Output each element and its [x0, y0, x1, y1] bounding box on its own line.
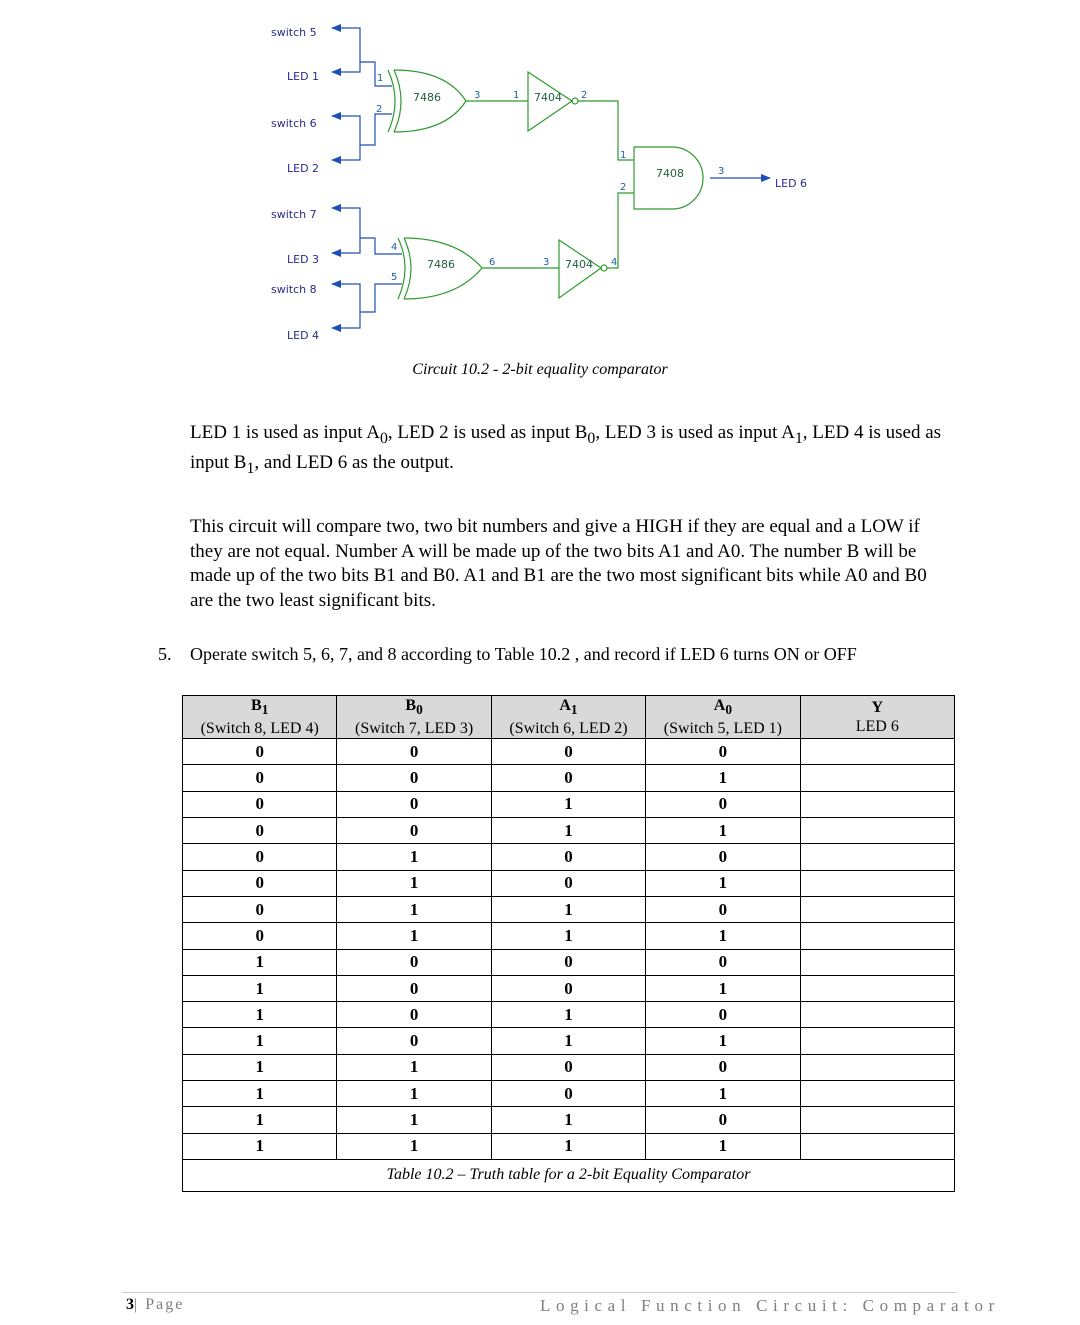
step-5 [158, 644, 857, 665]
pin-label: 3 [474, 90, 481, 101]
table-cell: 1 [337, 896, 491, 922]
table-cell: 1 [491, 1028, 645, 1054]
label-led-6: LED 6 [775, 177, 808, 190]
table-cell: 1 [646, 870, 800, 896]
pin-label: 2 [376, 104, 383, 115]
table-row [183, 923, 955, 949]
table-row [183, 1028, 955, 1054]
table-cell: 1 [646, 765, 800, 791]
table-cell: 0 [337, 818, 491, 844]
table-cell: 0 [337, 1002, 491, 1028]
pin-label: 3 [543, 257, 550, 268]
para-text: , and LED 6 as the output. [254, 452, 454, 474]
header-b1: $B_1$ (Switch 8, LED 4) [183, 696, 337, 739]
table-cell: 0 [491, 765, 645, 791]
step-number: 5. [158, 644, 172, 664]
wire-switch-6 [332, 116, 360, 145]
para-subscript: 1 [246, 460, 255, 478]
para-text: , LED 2 is used as input B [387, 422, 588, 443]
table-row [183, 765, 955, 791]
wire-top-xor-in2 [360, 114, 392, 145]
table-cell [800, 1081, 954, 1107]
footer-page [126, 1296, 184, 1314]
table-cell: 1 [183, 1081, 337, 1107]
table-row [183, 791, 955, 817]
table-cell [800, 818, 954, 844]
wire-led-1 [332, 62, 360, 72]
table-row [183, 844, 955, 870]
pin-label: 1 [513, 90, 520, 101]
wire-top-xor-in1 [360, 62, 392, 86]
table-cell: 0 [491, 975, 645, 1001]
table-cell: 0 [183, 739, 337, 765]
table-cell [800, 1133, 954, 1159]
pin-label: 3 [718, 166, 725, 177]
table-cell: 0 [491, 1054, 645, 1080]
table-row [183, 975, 955, 1001]
table-cell: 0 [491, 739, 645, 765]
table-row [183, 896, 955, 922]
wire-led-4 [332, 312, 360, 328]
label-switch-5: switch 5 [271, 26, 317, 39]
table-cell: 0 [491, 844, 645, 870]
chip-label-xor-top: 7486 [413, 91, 441, 104]
pin-label: 1 [620, 150, 627, 161]
chip-label-not-bottom: 7404 [565, 258, 593, 271]
table-cell: 0 [337, 1028, 491, 1054]
wire-led-2 [332, 145, 360, 160]
table-cell: 0 [646, 1054, 800, 1080]
table-cell: 1 [646, 1028, 800, 1054]
footer-title: Logical Function Circuit: Comparator [540, 1296, 1000, 1315]
led-input-paragraph [190, 421, 950, 482]
pin-label: 6 [489, 257, 496, 268]
table-cell: 0 [491, 870, 645, 896]
page-number: 3 [126, 1296, 134, 1313]
footer-divider [122, 1292, 957, 1293]
table-cell: 1 [491, 1133, 645, 1159]
table-cell: 0 [183, 870, 337, 896]
table-cell [800, 949, 954, 975]
page-label: | Page [134, 1296, 185, 1313]
table-cell: 1 [646, 975, 800, 1001]
pin-label: 2 [620, 182, 627, 193]
table-cell: 1 [491, 791, 645, 817]
table-cell [800, 739, 954, 765]
table-cell: 0 [337, 949, 491, 975]
label-switch-8: switch 8 [271, 283, 317, 296]
pin-label: 4 [391, 242, 398, 253]
label-led-4: LED 4 [287, 329, 320, 342]
table-cell: 1 [646, 923, 800, 949]
table-cell: 0 [183, 844, 337, 870]
table-cell: 1 [337, 1054, 491, 1080]
table-row [183, 739, 955, 765]
table-row [183, 870, 955, 896]
table-cell: 0 [646, 844, 800, 870]
table-cell [800, 1054, 954, 1080]
table-cell: 0 [646, 791, 800, 817]
table-caption-row [183, 1159, 955, 1191]
table-header-row [183, 696, 955, 739]
table-caption: Table 10.2 – Truth table for a 2-bit Equality Comparator [183, 1159, 955, 1191]
circuit-caption: Circuit 10.2 - 2-bit equality comparator [412, 361, 668, 378]
table-cell: 0 [183, 791, 337, 817]
para-subscript: 0 [587, 429, 596, 447]
table-row [183, 1107, 955, 1133]
table-cell: 1 [337, 923, 491, 949]
table-cell [800, 896, 954, 922]
table-cell: 1 [491, 923, 645, 949]
label-switch-6: switch 6 [271, 117, 317, 130]
table-cell: 0 [337, 791, 491, 817]
header-b0: $B_0$ (Switch 7, LED 3) [337, 696, 491, 739]
table-cell: 1 [491, 896, 645, 922]
table-row [183, 1081, 955, 1107]
table-cell: 1 [183, 1028, 337, 1054]
label-led-1: LED 1 [287, 70, 320, 83]
table-cell: 0 [337, 765, 491, 791]
label-led-3: LED 3 [287, 253, 320, 266]
table-cell [800, 1002, 954, 1028]
wire-bot-xor-in2 [360, 284, 402, 312]
table-cell: 0 [337, 975, 491, 1001]
table-cell: 1 [646, 1133, 800, 1159]
truth-table [182, 695, 955, 1192]
table-cell: 1 [337, 870, 491, 896]
table-cell: 1 [491, 818, 645, 844]
table-cell: 0 [646, 1107, 800, 1133]
wire-switch-7 [332, 208, 360, 238]
table-cell: 0 [491, 949, 645, 975]
para-text: , LED 3 is used as input A [595, 422, 795, 443]
table-cell [800, 870, 954, 896]
table-cell: 0 [183, 896, 337, 922]
table-cell: 0 [183, 818, 337, 844]
table-cell [800, 1107, 954, 1133]
table-row [183, 949, 955, 975]
table-cell: 0 [646, 739, 800, 765]
wire-switch-5 [332, 28, 360, 62]
table-cell: 0 [183, 923, 337, 949]
table-cell [800, 791, 954, 817]
table-cell [800, 1028, 954, 1054]
table-cell [800, 765, 954, 791]
table-cell [800, 975, 954, 1001]
table-cell: 1 [491, 1107, 645, 1133]
pin-label: 1 [377, 73, 384, 84]
table-row [183, 1054, 955, 1080]
chip-label-and: 7408 [656, 167, 684, 180]
table-cell: 1 [183, 1002, 337, 1028]
table-cell: 1 [337, 1107, 491, 1133]
table-cell: 1 [183, 949, 337, 975]
pin-label: 2 [581, 90, 588, 101]
table-cell: 0 [183, 765, 337, 791]
table-cell: 1 [183, 1054, 337, 1080]
wire-led-3 [332, 238, 360, 253]
table-cell: 0 [646, 949, 800, 975]
table-cell [800, 923, 954, 949]
para-text: , LED 4 is used as input B [190, 422, 942, 474]
step-text: Operate switch 5, 6, 7, and 8 according to Table 10.2 , and record if LED 6 turns ON or OFF [190, 644, 857, 664]
header-a1: $A_1$ (Switch 6, LED 2) [491, 696, 645, 739]
para-subscript: 1 [794, 429, 803, 447]
table-cell: 1 [337, 844, 491, 870]
pin-label: 5 [391, 272, 398, 283]
circuit-diagram [0, 0, 1080, 345]
description-paragraph: This circuit will compare two, two bit numbers and give a HIGH if they are equal and a LOW if they are not equal. Number A will be made up of the two bits A1 and A0. The number B will be made up of the two bits B1 and B0. A1 and B1 are the two most significant bits while A0 and B0 are the two least significant bits. [190, 516, 927, 611]
table-cell: 0 [646, 1002, 800, 1028]
para-subscript: 0 [380, 429, 388, 447]
table-row [183, 818, 955, 844]
table-cell: 1 [183, 1133, 337, 1159]
table-row [183, 1133, 955, 1159]
wire-switch-8 [332, 284, 360, 312]
label-switch-7: switch 7 [271, 208, 317, 221]
table-cell: 1 [337, 1081, 491, 1107]
header-a0: $A_0$ (Switch 5, LED 1) [646, 696, 800, 739]
table-cell: 1 [183, 975, 337, 1001]
table-cell: 1 [646, 818, 800, 844]
table-cell [800, 844, 954, 870]
table-cell: 0 [491, 1081, 645, 1107]
label-led-2: LED 2 [287, 162, 320, 175]
header-y: Y LED 6 [800, 696, 954, 739]
chip-label-xor-bottom: 7486 [427, 258, 455, 271]
table-row [183, 1002, 955, 1028]
table-cell: 1 [646, 1081, 800, 1107]
chip-label-not-top: 7404 [534, 91, 562, 104]
table-cell: 0 [646, 896, 800, 922]
table-cell: 1 [491, 1002, 645, 1028]
table-cell: 1 [337, 1133, 491, 1159]
pin-label: 4 [611, 257, 618, 268]
para-text: LED 1 is used as input A [190, 422, 380, 443]
table-cell: 0 [337, 739, 491, 765]
table-cell: 1 [183, 1107, 337, 1133]
